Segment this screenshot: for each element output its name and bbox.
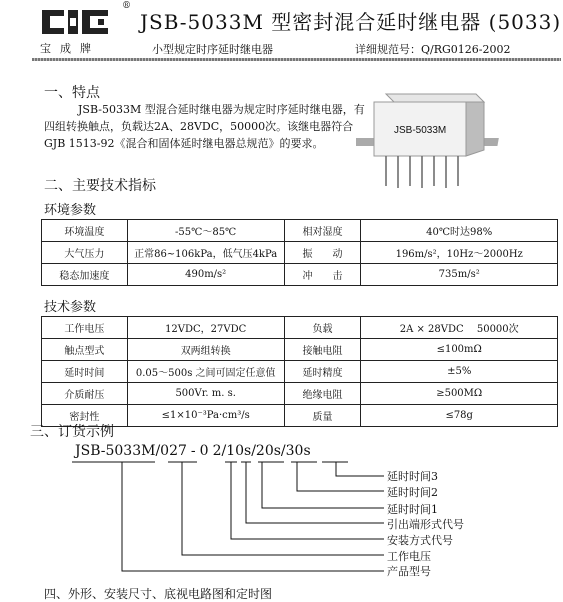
param-name: 接触电阻 (284, 339, 361, 361)
label-voltage: 工作电压 (387, 550, 431, 563)
param-value: 双两组转换 (127, 339, 284, 361)
code-terminal: 2 (212, 443, 222, 459)
label-delay1: 延时时间1 (387, 503, 438, 516)
param-name: 振 动 (284, 242, 361, 264)
param-name: 绝缘电阻 (284, 383, 361, 405)
tech-params-heading: 技术参数 (44, 300, 97, 315)
tech-heading: 二、主要技术指标 (44, 178, 156, 194)
param-name: 触点型式 (42, 339, 128, 361)
param-name: 环境温度 (42, 220, 128, 242)
param-value: 12VDC，27VDC (127, 317, 284, 339)
param-name: 稳态加速度 (42, 264, 128, 286)
page-title: JSB-5033M 型密封混合延时继电器 (5033) (140, 10, 562, 34)
env-heading: 环境参数 (44, 203, 97, 218)
code-mount: 0 (199, 443, 209, 459)
footer-heading: 四、外形、安装尺寸、底视电路图和定时图 (44, 587, 273, 601)
param-name: 工作电压 (42, 317, 128, 339)
param-name: 大气压力 (42, 242, 128, 264)
spec-reference: 详细规范号：Q/RG0126-2002 (355, 43, 511, 56)
param-name: 负载 (284, 317, 361, 339)
param-value: ≤100mΩ (361, 339, 558, 361)
param-value: 40℃时达98% (361, 220, 558, 242)
param-value: 正常86~106kPa，低气压4kPa (127, 242, 284, 264)
param-name: 延时精度 (284, 361, 361, 383)
label-delay2: 延时时间2 (387, 486, 438, 499)
param-value: ≤1×10⁻³Pa·cm³/s (127, 405, 284, 427)
param-value: 0.05～500s 之间可固定任意值 (127, 361, 284, 383)
label-model: 产品型号 (387, 565, 431, 578)
label-terminal-code: 引出端形式代号 (387, 518, 464, 531)
param-name: 介质耐压 (42, 383, 128, 405)
param-value: 735m/s² (361, 264, 558, 286)
param-value: 196m/s²，10Hz～2000Hz (361, 242, 558, 264)
features-text: JSB-5033M 型混合延时继电器为规定时序延时继电器，有四组转换触点，负载达2A、28VDC，50000次。该继电器符合 GJB 1513-92《混合和固体延时继电器总规范》的要求。 (44, 103, 365, 150)
param-value: 500Vr. m. s. (127, 383, 284, 405)
param-name: 质量 (284, 405, 361, 427)
code-delay2: 20s (255, 443, 281, 459)
param-value: ±5% (361, 361, 558, 383)
order-code: JSB-5033M/027 - 0 2/10s/20s/30s (75, 443, 311, 459)
param-name: 冲 击 (284, 264, 361, 286)
code-model: JSB-5033M (75, 443, 156, 459)
param-value: 490m/s² (127, 264, 284, 286)
label-mount-code: 安装方式代号 (387, 534, 453, 547)
param-value: ≥500MΩ (361, 383, 558, 405)
product-label: JSB-5033M (394, 125, 447, 136)
code-voltage: 027 (160, 443, 187, 459)
code-delay1: 10s (226, 443, 252, 459)
features-heading: 一、特点 (44, 85, 100, 101)
param-name: 延时时间 (42, 361, 128, 383)
param-value: ≤78g (361, 405, 558, 427)
code-delay3: 30s (285, 443, 311, 459)
registered-mark: ® (122, 1, 131, 11)
param-value: -55℃～85℃ (127, 220, 284, 242)
param-name: 相对湿度 (284, 220, 361, 242)
brand-name: 宝成牌 (40, 42, 100, 55)
label-delay3: 延时时间3 (387, 470, 438, 483)
page-subtitle: 小型规定时序延时继电器 (152, 43, 273, 56)
param-name: 密封性 (42, 405, 128, 427)
param-value: 2A × 28VDC 50000次 (361, 317, 558, 339)
order-heading: 三、订货示例 (30, 424, 114, 440)
